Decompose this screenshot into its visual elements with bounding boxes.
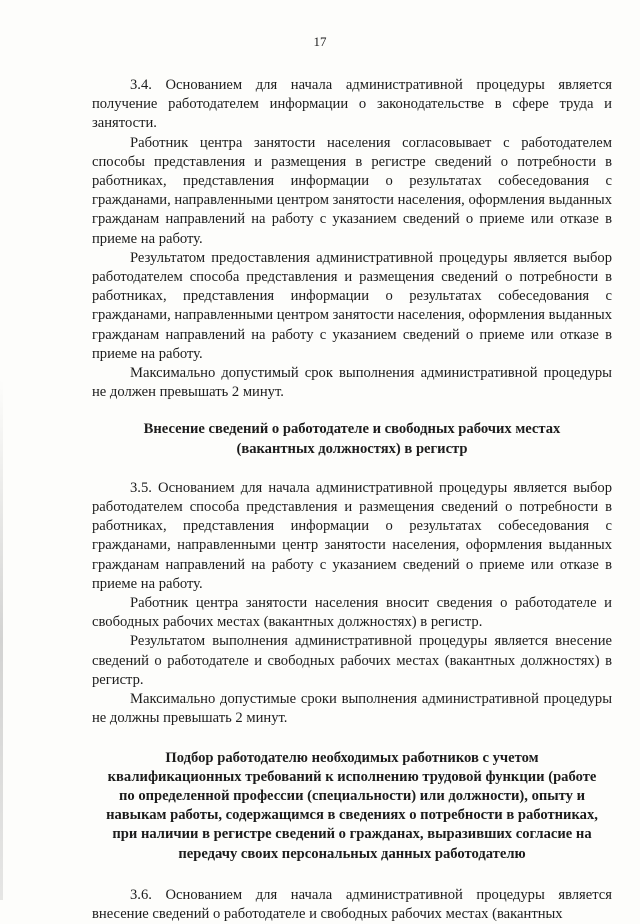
page-number: 17	[313, 34, 327, 49]
paragraph-3-5: 3.5. Основанием для начала административной процедуры является выбор работодателем способа представления и размещения сведений о потребности в работниках, представления информации о результатах собеседования с гражданами, направленными центр занятости населения, оформления выданных гражданам направлений на работу с указанием сведений о приеме или отказе в приеме на работу.	[92, 479, 612, 592]
paragraph-max-time: Максимально допустимый срок выполнения административной процедуры не должен превышать 2 минут.	[92, 365, 612, 401]
scan-artifact-left-edge	[0, 380, 3, 900]
heading-line: передачу своих персональных данных работодателю	[178, 845, 526, 862]
paragraph-result: Результатом предоставления административной процедуры является выбор работодателем способа представления и размещения сведений о потребности в работниках, представления информации о результатах собеседования с гражданами, направленными центром занятости населения, оформления выданных гражданам направлений на работу с указанием сведений о приеме или отказе в приеме на работу.	[92, 249, 612, 362]
paragraph-registry-entry: Работник центра занятости населения вносит сведения о работодателе и свободных рабочих местах (вакантных должностях) в регистр.	[92, 595, 612, 631]
paragraph-coordination: Работник центра занятости населения согласовывает с работодателем способы представления и размещения в регистре сведений о потребности в работниках, представления информации о результатах собеседования с гражданами, направленными центром занятости населения, оформления выданных гражданам направлений на работу с указанием сведений о приеме или отказе в приеме на работу.	[92, 134, 612, 247]
scan-artifact-top	[290, 0, 350, 14]
paragraph-max-time: Максимально допустимые сроки выполнения административной процедуры не должны превышать 2 минут.	[92, 691, 612, 727]
heading-line: по определенной профессии (специальности) или должности), опыту и	[118, 787, 586, 804]
paragraph-3-4: 3.4. Основанием для начала административной процедуры является получение работодателем информации о законодательстве в сфере труда и занятости.	[92, 77, 612, 132]
heading-line: при наличии в регистре сведений о гражданах, выразивших согласие на	[112, 826, 592, 843]
heading-line: (вакантных должностях) в регистр	[236, 440, 468, 457]
paragraph-3-6: 3.6. Основанием для начала административной процедуры является внесение сведений о работодателе и свободных рабочих местах (вакантных	[92, 886, 612, 922]
heading-line: квалификационных требований к исполнению трудовой функции (работе	[107, 768, 597, 785]
section-heading-worker-selection	[92, 749, 612, 864]
heading-line: Подбор работодателю необходимых работников с учетом	[165, 749, 539, 766]
paragraph-result: Результатом выполнения административной процедуры является внесение сведений о работодателе и свободных рабочих местах (вакантных должностях) в регистр.	[92, 633, 612, 688]
document-body	[92, 76, 612, 924]
heading-line: навыкам работы, содержащимся в сведениях о потребности в работниках,	[106, 807, 598, 824]
section-heading-registry-entry	[92, 420, 612, 458]
heading-line: Внесение сведений о работодателе и свободных рабочих местах	[143, 421, 561, 438]
